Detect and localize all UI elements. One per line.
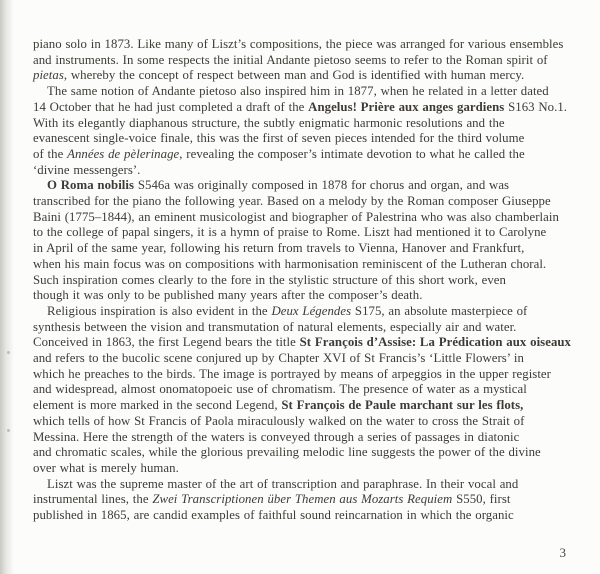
text-segment: Baini (1775–1844), an eminent musicologist and biographer of Palestrina who was also chamberlain xyxy=(33,209,559,224)
work-title-bold: St François de Paule marchant sur les flots, xyxy=(281,398,524,413)
text-segment: though it was only to be published many years after the composer’s death. xyxy=(33,288,423,303)
text-segment: and widespread, almost onomatopoeic use of chromatism. The presence of water as a mystical xyxy=(33,382,527,397)
text-segment: synthesis between the vision and transmutation of natural elements, especially air and water. xyxy=(33,319,517,334)
text-line xyxy=(33,53,581,69)
text-line xyxy=(33,492,581,508)
text-line xyxy=(33,210,581,226)
text-line xyxy=(33,508,581,524)
text-segment: Conceived in 1863, the first Legend bears the title xyxy=(33,335,300,350)
text-segment: Religious inspiration is also evident in the xyxy=(47,303,272,318)
paragraph xyxy=(33,304,581,477)
text-line xyxy=(33,84,581,100)
text-segment: which tells of how St Francis of Paola miraculously walked on the water to cross the Strait of xyxy=(33,413,525,428)
text-segment: The same notion of Andante pietoso also inspired him in 1877, when he related in a letter dated xyxy=(47,84,549,99)
text-line xyxy=(33,147,581,163)
text-line xyxy=(33,241,581,257)
text-line xyxy=(33,398,581,414)
scan-speck xyxy=(7,351,10,354)
work-title-bold: St François d’Assise: La Prédication aux oiseaux xyxy=(299,335,572,350)
text-segment: in April of the same year, following his return from travels to Vienna, Hanover and Frankfurt, xyxy=(33,241,525,256)
text-segment: instrumental lines, the xyxy=(33,492,153,507)
text-line xyxy=(33,477,581,493)
text-segment: S546a was originally composed in 1878 for chorus and organ, and was xyxy=(134,178,510,193)
text-line xyxy=(33,273,581,289)
text-line xyxy=(33,288,581,304)
text-line xyxy=(33,163,581,179)
work-title-bold: Angelus! Prière aux anges gardiens xyxy=(308,99,505,114)
paragraph xyxy=(33,84,581,178)
text-line xyxy=(33,37,581,53)
text-segment: evanescent single-voice finale, this was the first of seven pieces intended for the third volume xyxy=(33,131,525,146)
text-line xyxy=(33,445,581,461)
text-line xyxy=(33,367,581,383)
text-segment: and chromatic scales, while the glorious prevailing melodic line suggests the power of the divine xyxy=(33,445,541,460)
text-line xyxy=(33,414,581,430)
page-number: 3 xyxy=(559,545,566,560)
text-segment: ‘divine messengers’. xyxy=(33,162,141,177)
text-segment: to the college of papal singers, it is a hymn of praise to Rome. Liszt had mentioned it to Carolyne xyxy=(33,225,547,240)
work-title-italic: Deux Légendes xyxy=(271,303,352,318)
text-segment: 14 October that he had just completed a draft of the xyxy=(33,99,309,114)
text-line xyxy=(33,320,581,336)
scan-speck xyxy=(7,429,10,432)
paragraph xyxy=(33,178,581,304)
work-title-italic: pietas xyxy=(33,68,64,83)
work-title-bold: O Roma nobilis xyxy=(47,178,135,193)
text-segment: element is more marked in the second Legend, xyxy=(33,398,282,413)
text-line xyxy=(33,131,581,147)
text-segment: S175, an absolute masterpiece of xyxy=(351,303,528,318)
text-line xyxy=(33,430,581,446)
text-line xyxy=(33,257,581,273)
text-line xyxy=(33,351,581,367)
text-line xyxy=(33,304,581,320)
paragraph xyxy=(33,477,581,524)
text-segment: and refers to the bucolic scene conjured up by Chapter XVI of St Francis’s ‘Little Flowers’ in xyxy=(33,351,524,366)
text-line xyxy=(33,194,581,210)
work-title-italic: Zwei Transcriptionen über Themen aus Mozarts Requiem xyxy=(152,492,453,507)
text-segment: S550, first xyxy=(452,492,511,507)
text-line xyxy=(33,178,581,194)
work-title-italic: Années de pèlerinage xyxy=(67,146,180,161)
text-line xyxy=(33,116,581,132)
text-line xyxy=(33,461,581,477)
text-line xyxy=(33,382,581,398)
text-segment: when his main focus was on compositions with harmonisation reminiscent of the Lutheran choral. xyxy=(33,256,547,271)
text-line xyxy=(33,335,581,351)
text-segment: of the xyxy=(33,146,68,161)
text-segment: over what is merely human. xyxy=(33,460,179,475)
text-segment: transcribed for the piano the following year. Based on a melody by the Roman composer Giuseppe xyxy=(33,194,551,209)
text-segment: Such inspiration comes clearly to the fore in the stylistic structure of this short work, even xyxy=(33,272,506,287)
body-text xyxy=(33,37,581,524)
text-segment: published in 1865, are candid examples of faithful sound reincarnation in which the organic xyxy=(33,508,514,523)
text-segment: piano solo in 1873. Like many of Liszt’s compositions, the piece was arranged for various ensembles xyxy=(33,37,564,51)
text-segment: , revealing the composer’s intimate devotion to what he called the xyxy=(179,146,525,161)
text-line xyxy=(33,225,581,241)
text-segment: With its elegantly diaphanous structure, the subtly enigmatic harmonic resolutions and the xyxy=(33,115,505,130)
text-segment: and instruments. In some respects the initial Andante pietoso seems to refer to the Roman spirit of xyxy=(33,52,548,67)
text-segment: , whereby the concept of respect between man and God is identified with human mercy. xyxy=(63,68,525,83)
text-segment: S163 No.1. xyxy=(504,99,568,114)
page-edge-shadow xyxy=(0,0,14,574)
text-segment: which he preaches to the birds. The image is portrayed by means of arpeggios in the upper register xyxy=(33,366,551,381)
text-line xyxy=(33,68,581,84)
text-line xyxy=(33,100,581,116)
text-segment: Messina. Here the strength of the waters is conveyed through a series of passages in diatonic xyxy=(33,429,520,444)
text-segment: Liszt was the supreme master of the art of transcription and paraphrase. In their vocal and xyxy=(47,476,519,491)
paragraph xyxy=(33,37,581,84)
